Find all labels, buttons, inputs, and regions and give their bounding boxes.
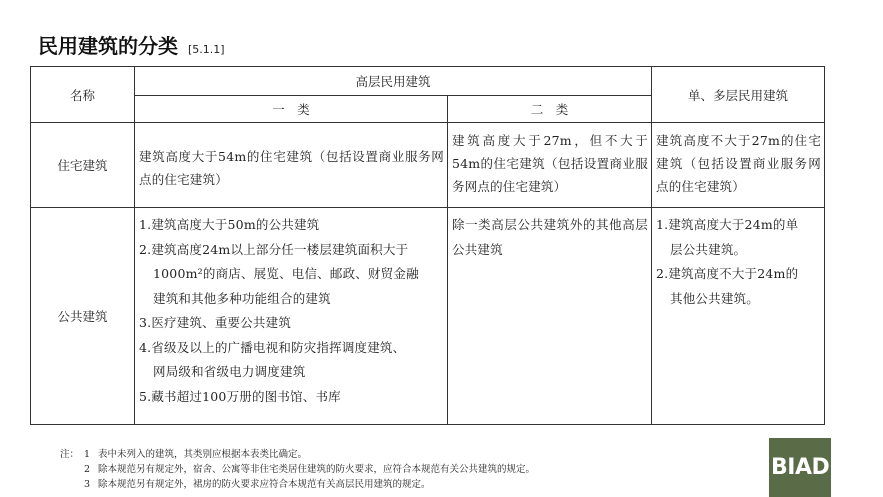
note-line bbox=[60, 447, 535, 462]
note-line bbox=[60, 462, 535, 477]
note-text: 除本规范另有规定外，裙房的防火要求应符合本规范有关高层民用建筑的规定。 bbox=[98, 479, 431, 490]
table-notes bbox=[60, 447, 535, 492]
public-class-1-item: 网局级和省级电力调度建筑 bbox=[153, 364, 306, 379]
title-row bbox=[38, 30, 225, 59]
note-number: 1 bbox=[84, 449, 91, 460]
public-class-1-item: 1.建筑高度大于50m的公共建筑 bbox=[139, 217, 320, 232]
public-class-1-item: 2.建筑高度24m以上部分任一楼层建筑面积大于 bbox=[139, 241, 409, 257]
public-low-rise bbox=[652, 208, 825, 425]
public-low-rise-item: 其他公共建筑。 bbox=[670, 290, 759, 306]
header-low-rise: 单、多层民用建筑 bbox=[652, 67, 825, 123]
clause-reference: [5.1.1] bbox=[188, 43, 225, 56]
public-low-rise-item: 2.建筑高度不大于24m的 bbox=[656, 266, 799, 281]
public-class-1-item: 1000m²的商店、展览、电信、邮政、财贸金融 bbox=[153, 266, 419, 281]
public-low-rise-item: 1.建筑高度大于24m的单 bbox=[656, 217, 799, 232]
residential-class-1: 建筑高度大于54m的住宅建筑（包括设置商业服务网点的住宅建筑） bbox=[135, 123, 448, 208]
public-class-2: 除一类高层公共建筑外的其他高层公共建筑 bbox=[448, 208, 652, 425]
public-low-rise-item: 层公共建筑。 bbox=[670, 241, 747, 257]
page-title: 民用建筑的分类 bbox=[38, 34, 178, 58]
public-class-1-item: 建筑和其他多种功能组合的建筑 bbox=[153, 290, 331, 306]
header-class-1: 一 类 bbox=[135, 96, 448, 123]
row-label-residential: 住宅建筑 bbox=[31, 123, 135, 208]
note-text: 表中未列入的建筑，其类别应根据本表类比确定。 bbox=[98, 449, 308, 460]
note-number: 3 bbox=[84, 479, 91, 490]
classification-table bbox=[30, 66, 825, 425]
header-name: 名称 bbox=[31, 67, 135, 123]
public-class-1-item: 3.医疗建筑、重要公共建筑 bbox=[139, 315, 292, 330]
public-class-1-item: 5.藏书超过100万册的图书馆、书库 bbox=[139, 388, 341, 404]
public-class-1-item: 4.省级及以上的广播电视和防灾指挥调度建筑、 bbox=[139, 339, 406, 355]
note-prefix: 注： bbox=[60, 449, 80, 460]
note-line bbox=[60, 477, 535, 492]
note-number: 2 bbox=[84, 464, 91, 475]
row-label-public: 公共建筑 bbox=[31, 208, 135, 425]
note-text: 除本规范另有规定外，宿舍、公寓等非住宅类居住建筑的防火要求，应符合本规范有关公共建筑的规定。 bbox=[98, 464, 536, 475]
residential-class-2: 建筑高度大于27m，但不大于54m的住宅建筑（包括设置商业服务网点的住宅建筑） bbox=[448, 123, 652, 208]
header-class-2: 二 类 bbox=[448, 96, 652, 123]
public-class-1 bbox=[135, 208, 448, 425]
header-high-rise: 高层民用建筑 bbox=[135, 67, 652, 96]
biad-logo-text: BIAD bbox=[771, 455, 830, 480]
residential-low-rise: 建筑高度不大于27m的住宅建筑（包括设置商业服务网点的住宅建筑） bbox=[652, 123, 825, 208]
